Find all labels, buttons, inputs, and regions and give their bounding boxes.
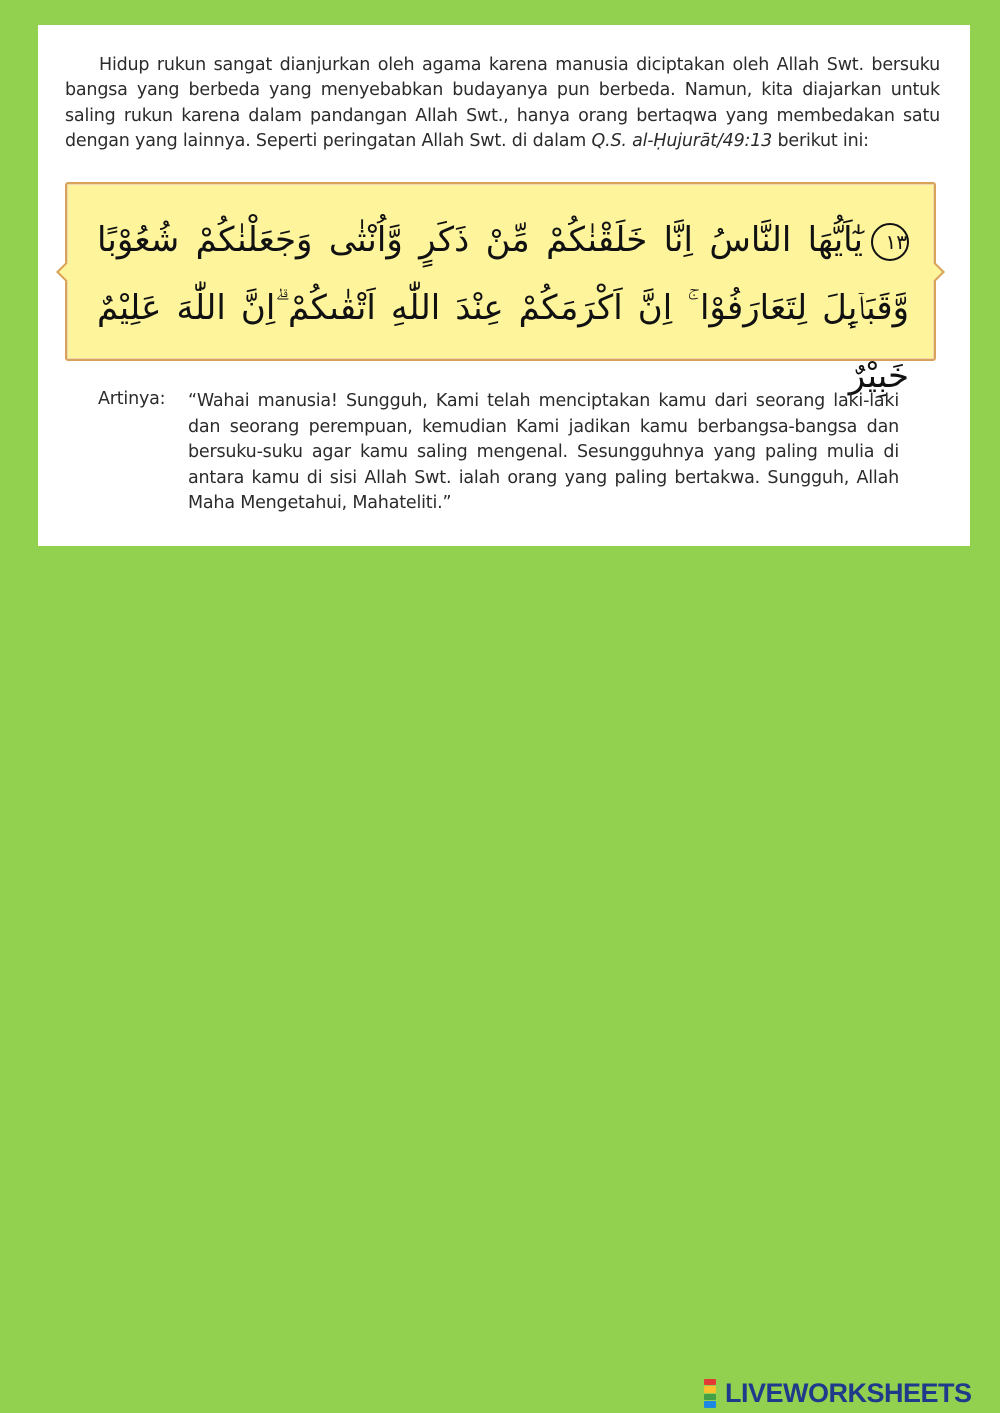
arabic-verse-text: يٰٓاَيُّهَا النَّاسُ اِنَّا خَلَقْنٰكُمْ مِّنْ ذَكَرٍ وَّاُنْثٰى وَجَعَلْنٰكُمْ شُعُوْبًا وَّقَبَاۤىِٕلَ لِتَعَارَفُوْا ۚ اِنَّ اَكْرَمَكُمْ عِنْدَ اللّٰهِ اَتْقٰىكُمْ ۗاِنَّ اللّٰهَ عَلِيْمٌ خَبِيْرٌ [97, 220, 909, 396]
liveworksheets-logo-icon [697, 1378, 723, 1408]
logo-block-yellow [704, 1386, 716, 1393]
quran-verse-box [65, 182, 936, 396]
logo-block-red [704, 1379, 716, 1386]
translation-label: Artinya: [98, 389, 166, 409]
intro-text-end: berikut ini: [777, 131, 869, 151]
intro-paragraph [65, 53, 940, 155]
liveworksheets-brand [697, 1376, 972, 1410]
translation-text: “Wahai manusia! Sungguh, Kami telah menciptakan kamu dari seorang laki-laki dan seorang perempuan, kemudian Kami jadikan kamu berbangsa-bangsa dan bersuku-suku agar kamu saling mengenal. Sesungguhnya yang paling mulia di antara kamu di sisi Allah Swt. ialah orang yang paling bertakwa. Sungguh, Allah Maha Mengetahui, Mahateliti.” [188, 391, 899, 513]
brand-name: LIVEWORKSHEETS [725, 1377, 972, 1408]
content-card [38, 25, 970, 546]
arabic-verse [97, 206, 909, 410]
logo-block-blue [704, 1401, 716, 1408]
surah-reference: Q.S. al-Ḥujurāt/49:13 [591, 131, 773, 151]
ayah-number-icon: ١٣ [871, 223, 909, 261]
logo-block-green [704, 1394, 716, 1401]
intro-text: Hidup rukun sangat dianjurkan oleh agama karena manusia diciptakan oleh Allah Swt. bersuku bangsa yang berbeda yang menyebabkan budayanya pun berbeda. Namun, kita diajarkan untuk saling rukun karena dalam pandangan Allah Swt., hanya orang bertaqwa yang membedakan satu dengan yang lainnya. Seperti peringatan Allah Swt. di dalam [65, 54, 940, 151]
